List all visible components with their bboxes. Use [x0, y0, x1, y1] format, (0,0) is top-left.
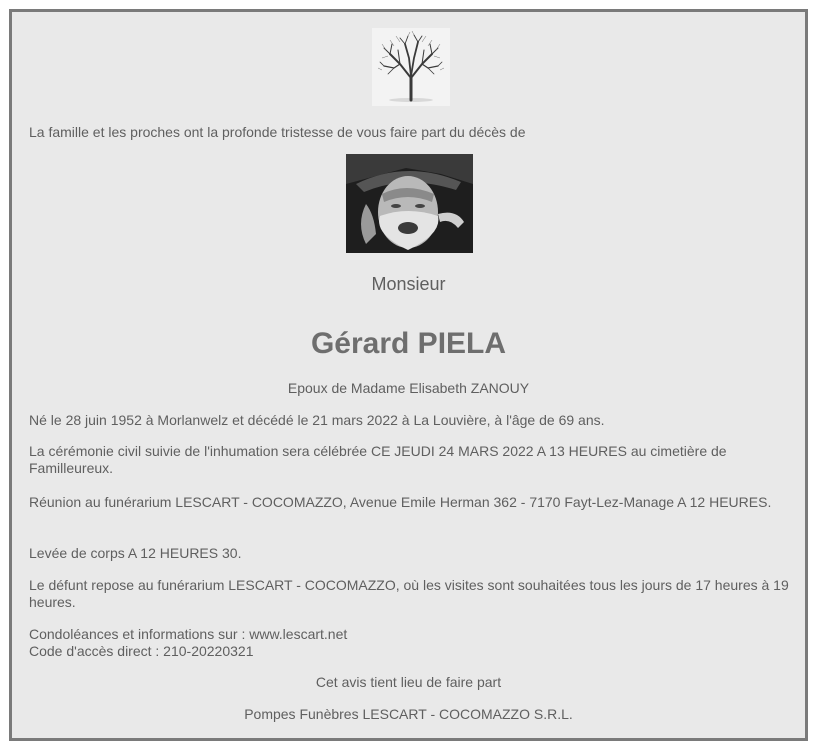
spouse-line: Epoux de Madame Elisabeth ZANOUY [287, 380, 530, 396]
birth-death-text: Né le 28 juin 1952 à Morlanwelz et décédé le 21 mars 2022 à La Louvière, à l'âge de 69 ans. [29, 412, 605, 428]
lifting-text: Levée de corps A 12 HEURES 30. [29, 545, 242, 561]
funeral-home: Pompes Funèbres LESCART - COCOMAZZO S.R.L. [244, 706, 573, 722]
access-code-text: Code d'accès direct : 210-20220321 [29, 643, 254, 659]
notice-note: Cet avis tient lieu de faire part [315, 674, 502, 690]
rest-text: Le défunt repose au funérarium LESCART - COCOMAZZO, où les visites sont souhaitées tous les jours de 17 heures à 19 heures. [29, 577, 789, 610]
tree-icon [372, 28, 450, 106]
meeting-text: Réunion au funérarium LESCART - COCOMAZZO, Avenue Emile Herman 362 - 7170 Fayt-Lez-Manage A 12 HEURES. [29, 494, 772, 510]
condolences-text: Condoléances et informations sur : www.lescart.net [29, 626, 348, 642]
portrait-photo [346, 154, 473, 253]
ceremony-text: La cérémonie civil suivie de l'inhumation sera célébrée CE JEUDI 24 MARS 2022 A 13 HEURES au cimetière de Familleureux. [29, 443, 727, 476]
honorific: Monsieur [371, 274, 446, 294]
intro-text: La famille et les proches ont la profonde tristesse de vous faire part du décès de [29, 124, 526, 140]
obituary-notice [9, 9, 808, 741]
deceased-name: Gérard PIELA [310, 327, 507, 360]
